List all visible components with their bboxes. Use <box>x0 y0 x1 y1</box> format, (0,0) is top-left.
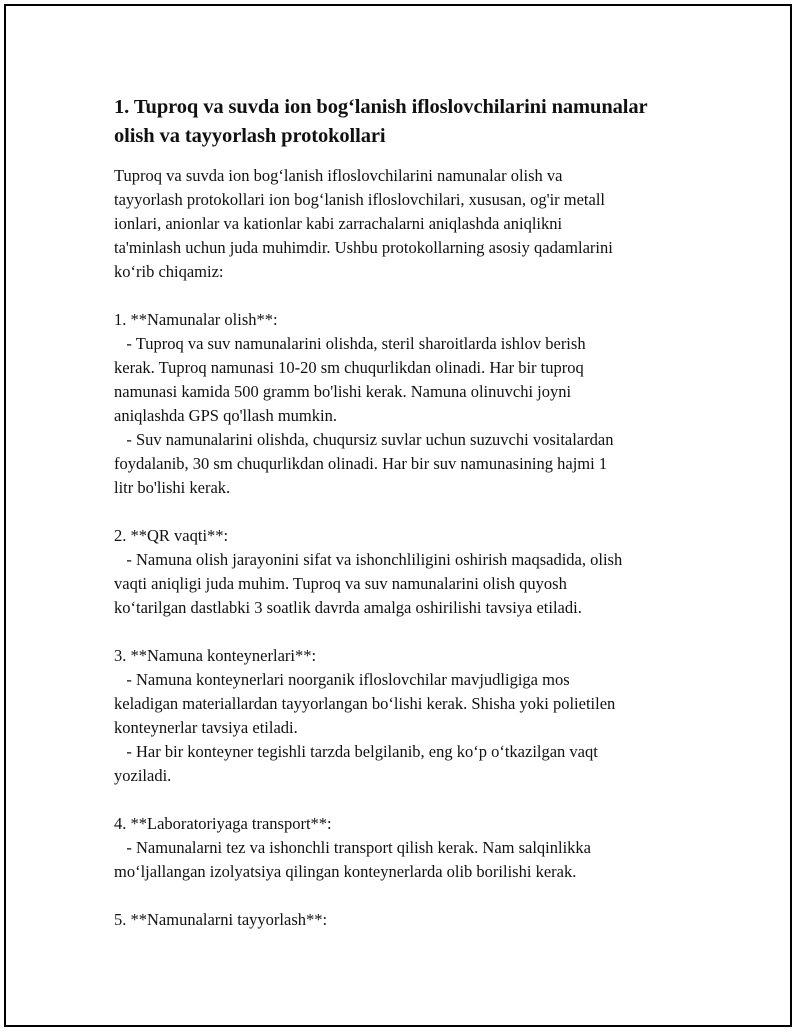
body-line: 1. **Namunalar olish**: <box>114 310 278 329</box>
body-line: 5. **Namunalarni tayyorlash**: <box>114 910 328 929</box>
body-line: ko‘tarilgan dastlabki 3 soatlik davrda amalga oshirilishi tavsiya etiladi. <box>114 598 582 617</box>
blank-line <box>114 620 704 644</box>
body-line: - Tuproq va suv namunalarini olishda, steril sharoitlarda ishlov berish <box>114 334 586 353</box>
body-line: konteynerlar tavsiya etiladi. <box>114 718 298 737</box>
body-line: tayyorlash protokollari ion bog‘lanish ifloslovchilari, xususan, og'ir metall <box>114 190 606 209</box>
title-line: 1. Tuproq va suvda ion bog‘lanish ifloslovchilarini namunalar <box>114 96 648 118</box>
body-line: - Namunalarni tez va ishonchli transport qilish kerak. Nam salqinlikka <box>114 838 592 857</box>
body-line: - Namuna konteynerlari noorganik ifloslovchilar mavjudligiga mos <box>114 670 570 689</box>
body-line: vaqti aniqligi juda muhim. Tuproq va suv namunalarini olish quyosh <box>114 574 567 593</box>
blank-line <box>114 284 704 308</box>
body-line: 3. **Namuna konteynerlari**: <box>114 646 317 665</box>
blank-line <box>114 788 704 812</box>
body-line: - Har bir konteyner tegishli tarzda belgilanib, eng ko‘p o‘tkazilgan vaqt <box>114 742 598 761</box>
body-line: - Namuna olish jarayonini sifat va ishonchliligini oshirish maqsadida, olish <box>114 550 623 569</box>
body-line: aniqlashda GPS qo'llash mumkin. <box>114 406 337 425</box>
body-line: keladigan materiallardan tayyorlangan bo‘lishi kerak. Shisha yoki polietilen <box>114 694 616 713</box>
body-line: ta'minlash uchun juda muhimdir. Ushbu protokollarning asosiy qadamlarini <box>114 238 613 257</box>
title-line: olish va tayyorlash protokollari <box>114 125 386 147</box>
body-line: mo‘ljallangan izolyatsiya qilingan konteynerlarda olib borilishi kerak. <box>114 862 577 881</box>
document-body <box>114 164 704 932</box>
document-title <box>114 93 704 151</box>
body-line: ionlari, anionlar va kationlar kabi zarrachalarni aniqlashda aniqlikni <box>114 214 563 233</box>
body-line: yoziladi. <box>114 766 172 785</box>
body-line: ko‘rib chiqamiz: <box>114 262 224 281</box>
body-line: namunasi kamida 500 gramm bo'lishi kerak. Namuna olinuvchi joyni <box>114 382 572 401</box>
body-line: Tuproq va suvda ion bog‘lanish ifloslovchilarini namunalar olish va <box>114 166 563 185</box>
body-line: 2. **QR vaqti**: <box>114 526 229 545</box>
blank-line <box>114 884 704 908</box>
body-line: - Suv namunalarini olishda, chuqursiz suvlar uchun suzuvchi vositalardan <box>114 430 614 449</box>
body-line: foydalanib, 30 sm chuqurlikdan olinadi. Har bir suv namunasining hajmi 1 <box>114 454 608 473</box>
document-content <box>114 93 704 932</box>
body-line: kerak. Tuproq namunasi 10-20 sm chuqurlikdan olinadi. Har bir tuproq <box>114 358 584 377</box>
body-line: litr bo'lishi kerak. <box>114 478 231 497</box>
body-line: 4. **Laboratoriyaga transport**: <box>114 814 332 833</box>
blank-line <box>114 500 704 524</box>
